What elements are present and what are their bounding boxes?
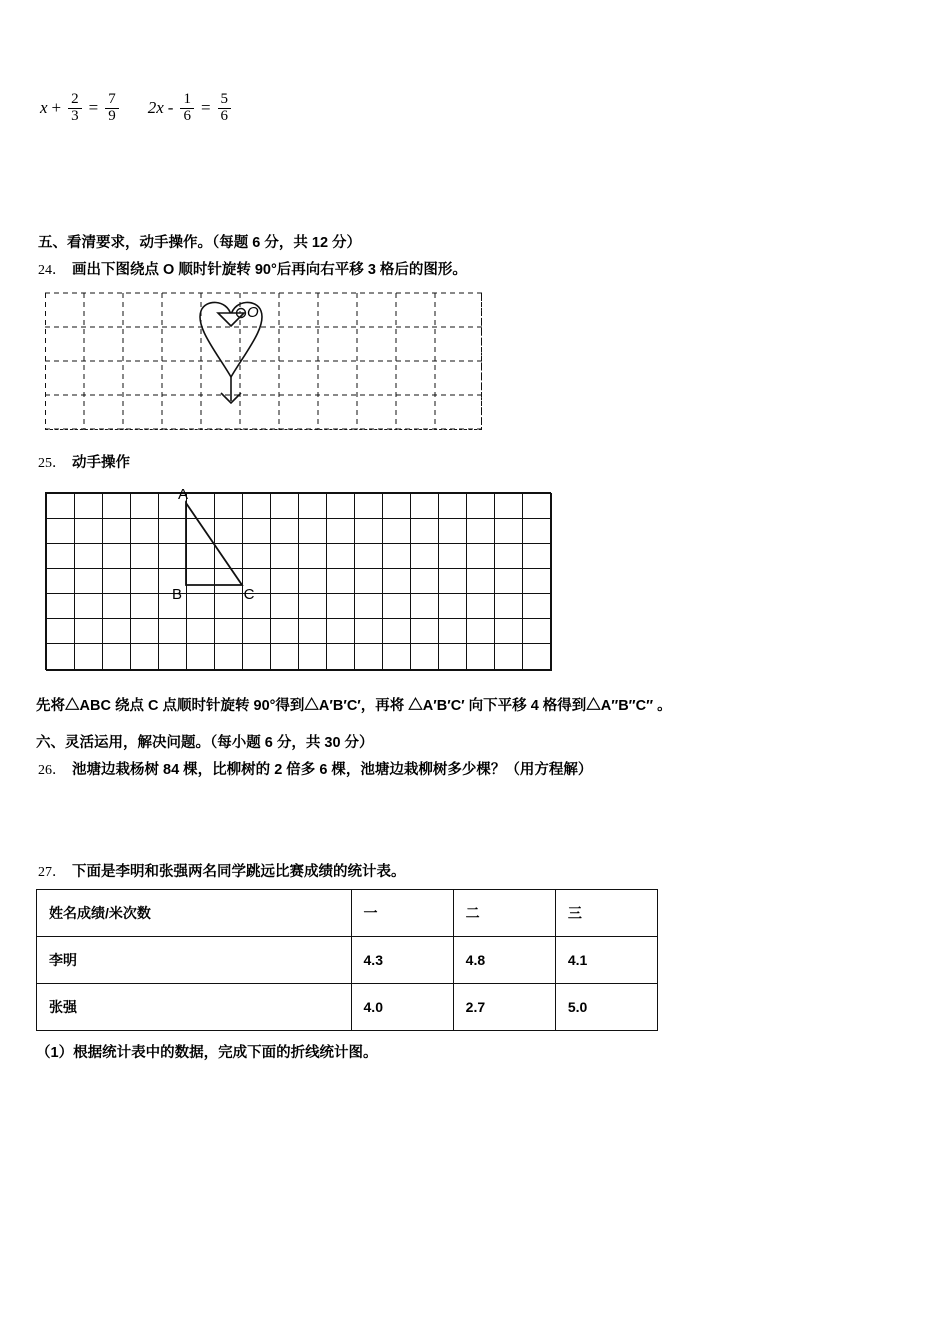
equation-2-fraction-left xyxy=(180,92,194,125)
table-header-cell-2: 二 xyxy=(453,890,555,937)
equation-1-fraction-right xyxy=(105,92,119,125)
triangle-vertex-c-label: C xyxy=(243,586,255,603)
scores-table xyxy=(36,889,658,1031)
question-24-dashed-grid xyxy=(45,293,482,430)
equation-2 xyxy=(148,92,234,125)
equation-1-left-denominator: 3 xyxy=(68,108,82,125)
triangle-vertex-b-label: B xyxy=(171,586,183,603)
equation-2-right-numerator: 5 xyxy=(220,91,229,107)
question-24-number: 24． xyxy=(38,263,66,278)
question-25-grid xyxy=(45,486,551,670)
equation-1-operator: + xyxy=(51,98,62,118)
equation-1-right-denominator: 9 xyxy=(105,108,119,125)
equation-1 xyxy=(40,92,122,125)
question-27-number: 27． xyxy=(38,865,66,880)
table-row xyxy=(37,984,658,1031)
question-27-text: 下面是李明和张强两名同学跳远比赛成绩的统计表。 xyxy=(72,864,406,880)
heart-figure xyxy=(45,293,482,430)
equation-row xyxy=(40,92,234,125)
question-25-caption: 先将△ABC 绕点 C 点顺时针旋转 90°得到△A′B′C′，再将 △A′B′C′ 向下平移 4 格得到△A″B″C″ 。 xyxy=(36,698,672,714)
question-26-number: 26． xyxy=(38,763,66,778)
table-row-0-name: 李明 xyxy=(37,937,352,984)
equation-2-operator: - xyxy=(167,98,174,118)
equation-1-left-numerator: 2 xyxy=(71,91,79,107)
equation-2-left-denominator: 6 xyxy=(180,108,194,125)
equation-2-fraction-right xyxy=(218,92,232,125)
equation-1-fraction-left xyxy=(68,92,82,125)
equation-1-variable: x xyxy=(40,98,48,118)
table-row-0-value-2: 4.1 xyxy=(555,937,657,984)
question-27-subquestion-1: （1）根据统计表中的数据，完成下面的折线统计图。 xyxy=(36,1045,378,1061)
table-header-cell-0: 姓名成绩/米次数 xyxy=(37,890,352,937)
table-row-1-value-0: 4.0 xyxy=(351,984,453,1031)
rotation-point-label: O xyxy=(247,304,259,321)
triangle-vertex-a-label: A xyxy=(177,486,189,503)
section-six-heading: 六、灵活运用，解决问题。（每小题 6 分，共 30 分） xyxy=(36,735,374,751)
table-header-row xyxy=(37,890,658,937)
table-row-0-value-1: 4.8 xyxy=(453,937,555,984)
equation-2-left-numerator: 1 xyxy=(183,91,191,107)
equation-2-right-denominator: 6 xyxy=(218,108,232,125)
table-row-0-value-0: 4.3 xyxy=(351,937,453,984)
table-row-1-name: 张强 xyxy=(37,984,352,1031)
equation-1-equals: = xyxy=(88,98,99,118)
question-26-text: 池塘边栽杨树 84 棵，比柳树的 2 倍多 6 棵，池塘边栽柳树多少棵？（用方程解） xyxy=(72,762,593,778)
section-five-heading: 五、看清要求，动手操作。（每题 6 分，共 12 分） xyxy=(38,235,362,251)
question-25-number: 25． xyxy=(38,456,66,471)
question-25-text: 动手操作 xyxy=(72,455,130,471)
equation-1-right-numerator: 7 xyxy=(108,91,116,107)
table-row-1-value-1: 2.7 xyxy=(453,984,555,1031)
table-header-cell-1: 一 xyxy=(351,890,453,937)
triangle-abc xyxy=(46,486,552,671)
table-header-cell-3: 三 xyxy=(555,890,657,937)
equation-2-equals: = xyxy=(200,98,211,118)
equation-2-variable: 2x xyxy=(147,98,164,118)
question-24-text: 画出下图绕点 O 顺时针旋转 90°后再向右平移 3 格后的图形。 xyxy=(72,262,467,278)
table-row xyxy=(37,937,658,984)
table-row-1-value-2: 5.0 xyxy=(555,984,657,1031)
